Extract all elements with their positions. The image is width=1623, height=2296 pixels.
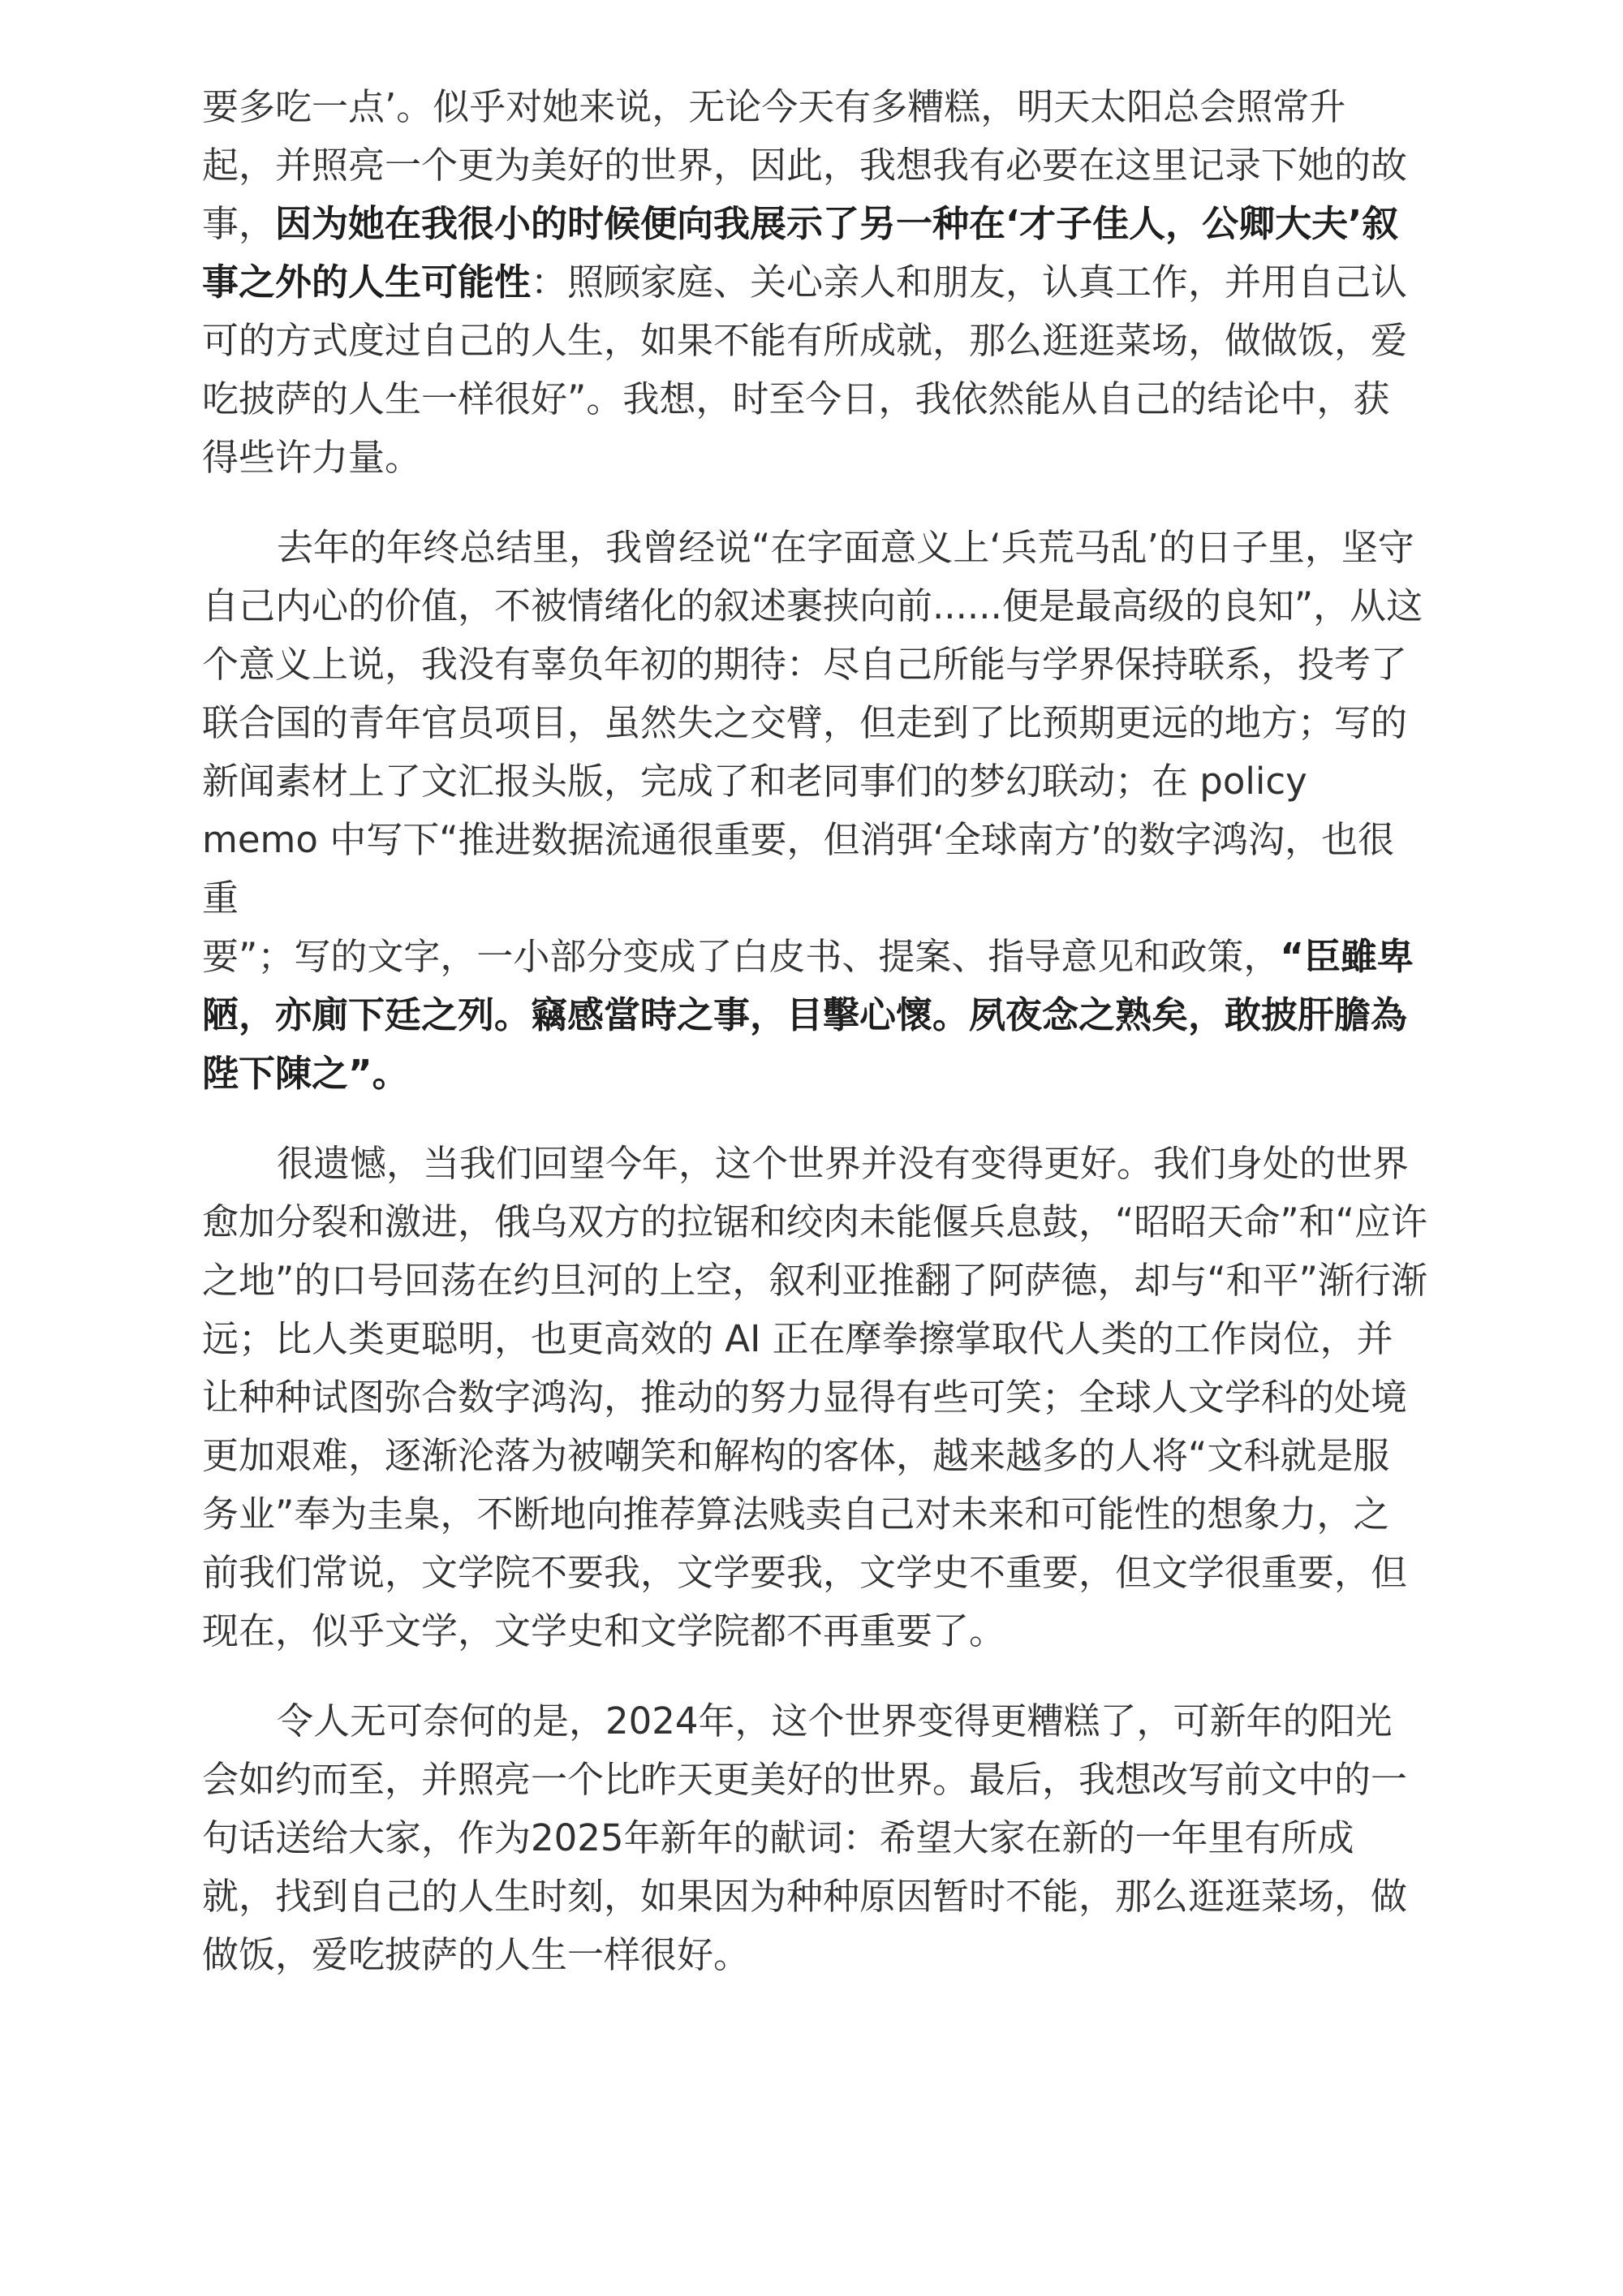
text-line: 吃披萨的人生一样很好”。我想，时至今日，我依然能从自己的结论中，获 xyxy=(202,377,1390,420)
text-line: 做饭，爱吃披萨的人生一样很好。 xyxy=(202,1933,751,1976)
paragraph-1 xyxy=(202,78,1427,487)
text-line: 得些许力量。 xyxy=(202,436,422,479)
text-line xyxy=(202,928,1427,986)
text-line: 更加艰难，逐渐沦落为被嘲笑和解构的客体，越来越多的人将“文科就是服 xyxy=(202,1434,1390,1477)
text-run: 。 xyxy=(372,1052,409,1095)
text-run: 要”；写的文字，一小部分变成了白皮书、提案、指导意见和政策， xyxy=(202,935,1281,978)
text-line: 会如约而至，并照亮一个比昨天更美好的世界。最后，我想改写前文中的一 xyxy=(202,1758,1408,1801)
text-line: 很遗憾，当我们回望今年，这个世界并没有变得更好。我们身处的世界 xyxy=(277,1142,1410,1185)
text-line: 新闻素材上了文汇报头版，完成了和老同事们的梦幻联动；在 policy xyxy=(202,760,1307,803)
text-line: 个意义上说，我没有辜负年初的期待：尽自己所能与学界保持联系，投考了 xyxy=(202,643,1408,686)
text-line: 去年的年终总结里，我曾经说“在字面意义上‘兵荒马乱’的日子里，坚守 xyxy=(277,526,1414,569)
document-body xyxy=(202,78,1427,1984)
text-line: 之地”的口号回荡在约旦河的上空，叙利亚推翻了阿萨德，却与“和平”渐行渐 xyxy=(202,1259,1427,1302)
text-line: 让种种试图弥合数字鸿沟，推动的努力显得有些可笑；全球人文学科的处境 xyxy=(202,1376,1408,1419)
text-line: 令人无可奈何的是，2024年，这个世界变得更糟糕了，可新年的阳光 xyxy=(277,1699,1393,1742)
text-line: 要多吃一点’。似乎对她来说，无论今天有多糟糕，明天太阳总会照常升 xyxy=(202,85,1346,128)
bold-text-line: 陋，亦廁下廷之列。竊感當時之事，目擊心懷。夙夜念之熟矣，敢披肝膽為 xyxy=(202,993,1408,1036)
text-line: 起，并照亮一个更为美好的世界，因此，我想我有必要在这里记录下她的故 xyxy=(202,144,1408,187)
text-line: 愈加分裂和激进，俄乌双方的拉锯和绞肉未能偃兵息鼓，“昭昭天命”和“应许 xyxy=(202,1200,1427,1243)
paragraph-2 xyxy=(202,519,1427,1103)
text-line: 可的方式度过自己的人生，如果不能有所成就，那么逛逛菜场，做做饭，爱 xyxy=(202,319,1408,362)
bold-text-run: “臣雖卑 xyxy=(1280,935,1414,978)
text-line: 现在，似乎文学，文学史和文学院都不再重要了。 xyxy=(202,1609,1006,1652)
bold-text-run: 事之外的人生可能性 xyxy=(202,261,532,304)
bold-text-run: 陛下陳之” xyxy=(202,1052,372,1095)
text-line xyxy=(202,253,1427,312)
text-line: 前我们常说，文学院不要我，文学要我，文学史不重要，但文学很重要，但 xyxy=(202,1551,1408,1594)
text-line: 务业”奉为圭臬，不断地向推荐算法贱卖自己对未来和可能性的想象力，之 xyxy=(202,1493,1390,1536)
text-run: 事， xyxy=(202,202,276,245)
text-line: memo 中写下“推进数据流通很重要，但消弭‘全球南方’的数字鸿沟，也很重 xyxy=(202,818,1395,920)
text-line: 自己内心的价值，不被情绪化的叙述裹挟向前......便是最高级的良知”，从这 xyxy=(202,584,1423,627)
text-line: 句话送给大家，作为2025年新年的献词：希望大家在新的一年里有所成 xyxy=(202,1816,1354,1859)
bold-text-run: 因为她在我很小的时候便向我展示了另一种在‘才子佳人，公卿大夫’叙 xyxy=(275,202,1399,245)
text-line: 就，找到自己的人生时刻，如果因为种种原因暂时不能，那么逛逛菜场，做 xyxy=(202,1875,1408,1918)
paragraph-4 xyxy=(202,1692,1427,1984)
paragraph-3 xyxy=(202,1135,1427,1661)
text-line: 联合国的青年官员项目，虽然失之交臂，但走到了比预期更远的地方；写的 xyxy=(202,701,1408,744)
text-line xyxy=(202,195,1427,253)
text-line: 远；比人类更聪明，也更高效的 AI 正在摩拳擦掌取代人类的工作岗位，并 xyxy=(202,1317,1393,1360)
text-run: ：照顾家庭、关心亲人和朋友，认真工作，并用自己认 xyxy=(531,261,1408,304)
text-line xyxy=(202,1045,1427,1103)
